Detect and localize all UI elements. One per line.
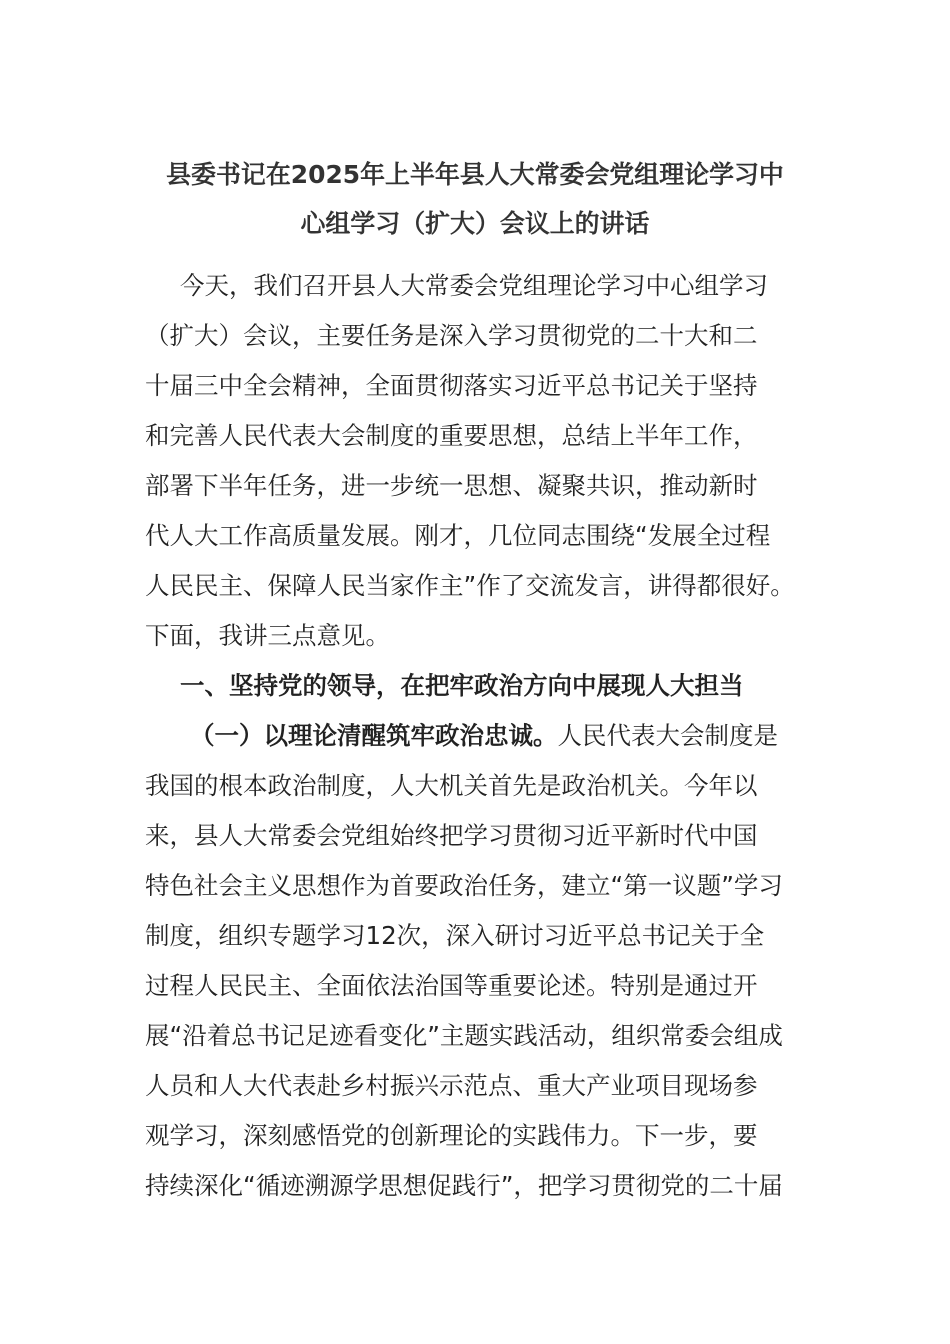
subsection-text: 人民代表大会制度是 [557,721,778,750]
paragraph-line: 观学习，深刻感悟党的创新理论的实践伟力。下一步，要 [145,1121,758,1150]
paragraph-line: 过程人民民主、全面依法治国等重要论述。特别是通过开 [145,971,758,1000]
document-title-line-2: 心组学习（扩大）会议上的讲话 [300,209,650,238]
paragraph-line: 今天，我们召开县人大常委会党组理论学习中心组学习 [180,271,768,300]
paragraph-line: （扩大）会议，主要任务是深入学习贯彻党的二十大和二 [145,321,758,350]
subsection-heading: （一）以理论清醒筑牢政治忠诚。 [190,721,558,750]
paragraph-line: 我国的根本政治制度，人大机关首先是政治机关。今年以 [145,771,758,800]
paragraph-line: 十届三中全会精神，全面贯彻落实习近平总书记关于坚持 [145,371,758,400]
paragraph-line: 人民民主、保障人民当家作主”作了交流发言，讲得都很好。 [145,571,795,600]
paragraph-line: 下面，我讲三点意见。 [145,621,390,650]
section-heading-1: 一、坚持党的领导，在把牢政治方向中展现人大担当 [180,671,744,700]
paragraph-line: 来，县人大常委会党组始终把学习贯彻习近平新时代中国 [145,821,758,850]
paragraph-line: 展“沿着总书记足迹看变化”主题实践活动，组织常委会组成 [145,1021,783,1050]
subsection-line [190,716,778,756]
paragraph-line: 持续深化“循迹溯源学思想促践行”，把学习贯彻党的二十届 [145,1171,783,1200]
paragraph-line: 特色社会主义思想作为首要政治任务，建立“第一议题”学习 [145,871,783,900]
paragraph-line: 和完善人民代表大会制度的重要思想，总结上半年工作， [145,421,758,450]
paragraph-line: 部署下半年任务，进一步统一思想、凝聚共识，推动新时 [145,471,758,500]
document-title-line-1: 县委书记在2025年上半年县人大常委会党组理论学习中 [166,160,784,189]
paragraph-line: 人员和人大代表赴乡村振兴示范点、重大产业项目现场参 [145,1071,758,1100]
paragraph-line: 代人大工作高质量发展。刚才，几位同志围绕“发展全过程 [145,521,771,550]
paragraph-line: 制度，组织专题学习12次，深入研讨习近平总书记关于全 [145,921,765,950]
